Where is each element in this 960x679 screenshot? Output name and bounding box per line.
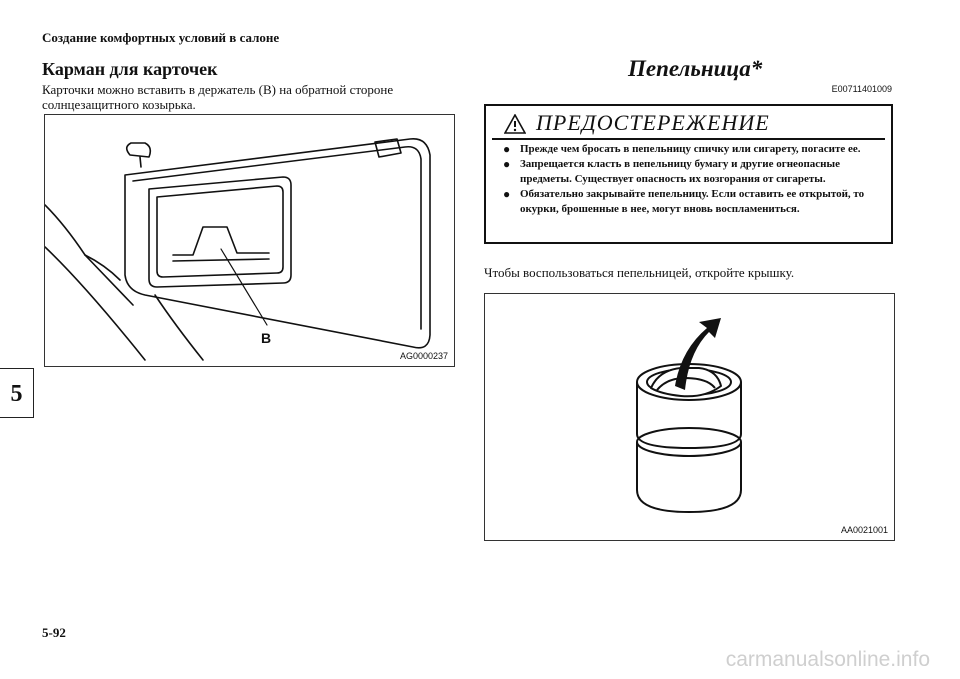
section-header: Создание комфортных условий в салоне <box>42 30 280 45</box>
ashtray-instruction: Чтобы воспользоваться пепельницей, откройте крышку. <box>484 265 795 280</box>
ashtray-heading: Пепельница* <box>628 56 763 81</box>
page-number: 5-92 <box>42 625 66 640</box>
warning-title: ПРЕДОСТЕРЕЖЕНИЕ <box>536 110 770 135</box>
ashtray-illustration <box>485 294 894 540</box>
warning-list <box>494 142 884 217</box>
figure-code: AG0000237 <box>399 351 448 361</box>
warning-item: ● Обязательно закрывайте пепельницу. Если оставить ее открытой, то окурки, брошенные в нее, могут вновь воспламениться. <box>494 187 884 217</box>
warning-divider <box>492 138 885 140</box>
card-pocket-heading: Карман для карточек <box>42 59 218 79</box>
card-pocket-text: Карточки можно вставить в держатель (B) на обратной стороне солнцезащитного козырька. <box>42 82 394 112</box>
sun-visor-illustration <box>45 115 454 366</box>
sun-visor-figure <box>44 114 455 367</box>
watermark: carmanualsonline.info <box>725 648 930 671</box>
figure-code: AA0021001 <box>840 525 888 535</box>
ashtray-figure <box>484 293 895 541</box>
warning-item: ● Прежде чем бросать в пепельницу спичку или сигарету, погасите ее. <box>494 142 884 157</box>
chapter-tab: 5 <box>0 368 34 418</box>
warning-item: ● Запрещается класть в пепельницу бумагу и другие огнеопасные предметы. Существует опасность их возгорания от сигареты. <box>494 157 884 187</box>
ashtray-section-code: E00711401009 <box>831 84 892 94</box>
warning-box <box>484 104 893 244</box>
warning-triangle-icon <box>504 114 526 134</box>
callout-b-label: B <box>261 330 272 346</box>
